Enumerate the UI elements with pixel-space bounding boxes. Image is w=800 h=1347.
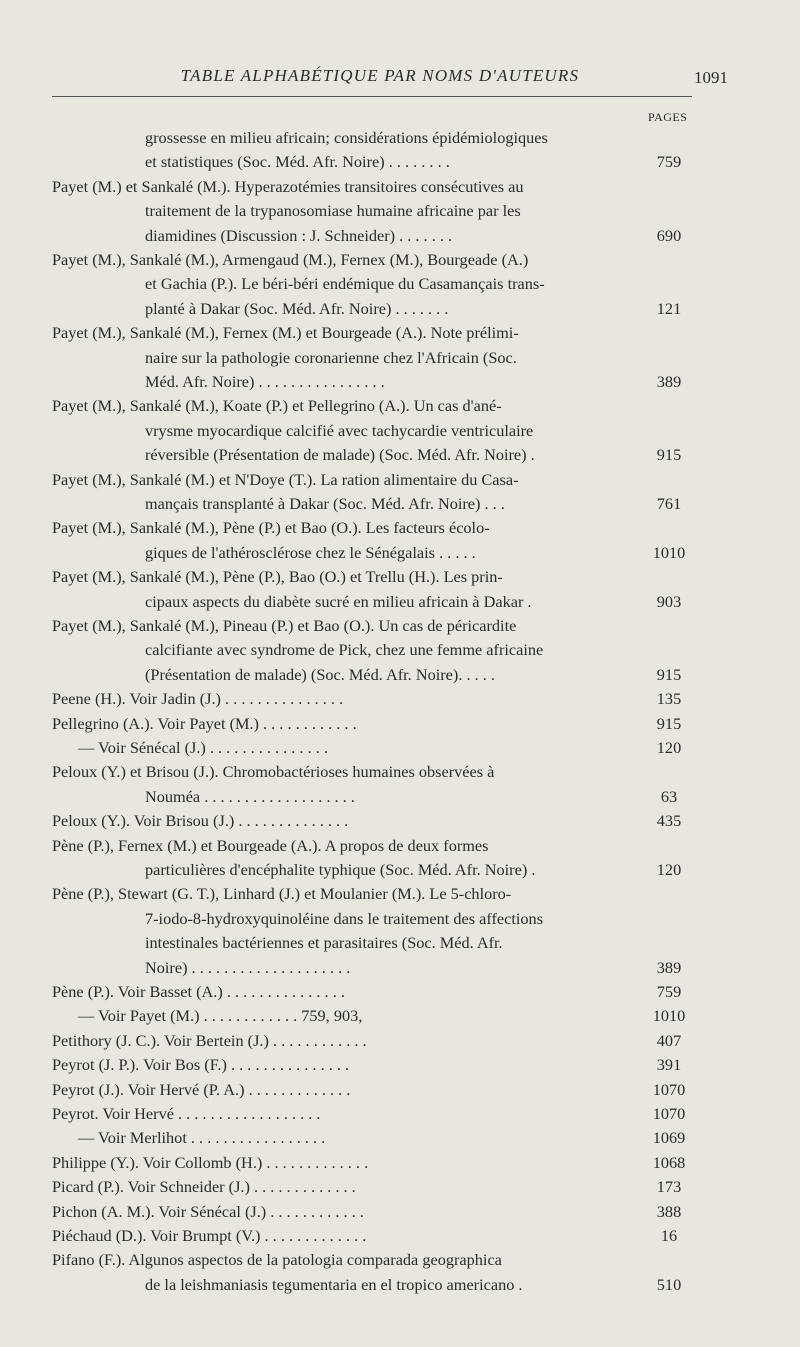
index-page-ref: 759 (656, 982, 682, 1001)
index-line-text: Payet (M.) et Sankalé (M.). Hyperazotémies transitoires consécutives au (52, 176, 524, 196)
index-page-ref: 1068 (652, 1152, 686, 1172)
index-line (0, 638, 800, 662)
index-line-text: Payet (M.), Sankalé (M.) et N'Doye (T.). La ration alimentaire du Casa- (52, 469, 519, 489)
index-line (0, 834, 800, 858)
index-page-ref: 915 (656, 445, 682, 465)
index-line-text: réversible (Présentation de malade) (Soc. Méd. Afr. Noire) . (145, 445, 535, 465)
index-line (0, 565, 800, 589)
index-line (0, 1175, 800, 1199)
index-line (0, 443, 800, 467)
index-line (0, 175, 800, 199)
index-line (0, 370, 800, 394)
index-line (0, 199, 800, 223)
index-line (0, 150, 800, 174)
index-line-text: vrysme myocardique calcifié avec tachycardie ventriculaire (145, 420, 534, 440)
index-line-text: Payet (M.), Sankalé (M.), Pineau (P.) et Bao (O.). Un cas de péricardite (52, 616, 517, 635)
index-line-text: Pène (P.), Fernex (M.) et Bourgeade (A.). A propos de deux formes (52, 835, 489, 855)
index-line (0, 272, 800, 296)
index-line (0, 419, 800, 443)
index-page-ref: 389 (656, 372, 682, 391)
index-page-ref: 63 (660, 786, 678, 806)
index-line (0, 1078, 800, 1102)
index-line-text: Payet (M.), Sankalé (M.), Pène (P.), Bao (O.) et Trellu (H.). Les prin- (52, 567, 503, 587)
index-line-text: Payet (M.), Sankalé (M.), Armengaud (M.), Fernex (M.), Bourgeade (A.) (52, 250, 529, 269)
index-line-text: Pichon (A. M.). Voir Sénécal (J.) . . . . . . . . . . . . (52, 1201, 364, 1221)
index-line-text: de la leishmaniasis tegumentaria en el tropico americano . (145, 1274, 523, 1294)
index-line-text: grossesse en milieu africain; considérations épidémiologiques (145, 128, 548, 147)
index-line (0, 1224, 800, 1248)
index-line (0, 1200, 800, 1224)
index-page-ref: 435 (656, 811, 682, 831)
index-line-text: Nouméa . . . . . . . . . . . . . . . . . . . (145, 786, 355, 806)
index-page-ref: 388 (656, 1201, 682, 1221)
index-line-text: (Présentation de malade) (Soc. Méd. Afr. Noire). . . . . (145, 664, 495, 684)
running-head (50, 66, 728, 94)
index-page-ref: 759 (656, 152, 682, 172)
index-page-ref: 391 (656, 1055, 682, 1075)
index-line (0, 468, 800, 492)
index-line (0, 736, 800, 760)
index-line (0, 492, 800, 516)
index-page-ref: 16 (660, 1226, 678, 1245)
index-page-ref: 121 (656, 298, 682, 318)
index-line-text: — Voir Sénécal (J.) . . . . . . . . . . . . . . . (78, 738, 328, 757)
index-line (0, 956, 800, 980)
index-page-ref: 915 (656, 664, 682, 684)
index-line (0, 590, 800, 614)
index-line-text: calcifiante avec syndrome de Pick, chez une femme africaine (145, 640, 544, 660)
index-line (0, 394, 800, 418)
index-line-text: Payet (M.), Sankalé (M.), Pène (P.) et Bao (O.). Les facteurs écolo- (52, 518, 490, 538)
index-line-text: — Voir Payet (M.) . . . . . . . . . . . . 759, 903, (78, 1006, 363, 1026)
index-line (0, 785, 800, 809)
index-page-ref: 903 (656, 591, 682, 611)
index-line-text: Peloux (Y.) et Brisou (J.). Chromobactérioses humaines observées à (52, 762, 495, 782)
index-line (0, 882, 800, 906)
index-line-text: diamidines (Discussion : J. Schneider) . . . . . . . (145, 225, 453, 245)
index-page-ref: 389 (656, 957, 682, 977)
index-line-text: Pène (P.). Voir Basset (A.) . . . . . . . . . . . . . . . (52, 982, 345, 1001)
index-page-ref: 1010 (652, 542, 686, 562)
index-line-text: Payet (M.), Sankalé (M.), Koate (P.) et Pellegrino (A.). Un cas d'ané- (52, 396, 502, 416)
index-page-ref: 915 (656, 713, 682, 733)
index-line (0, 614, 800, 638)
index-line (0, 760, 800, 784)
index-line-text: Pellegrino (A.). Voir Payet (M.) . . . . . . . . . . . . (52, 713, 357, 733)
index-line (0, 1102, 800, 1126)
pages-column-label: PAGES (648, 110, 688, 124)
index-line (0, 321, 800, 345)
index-page-ref: 1010 (652, 1006, 686, 1026)
index-line-text: naire sur la pathologie coronarienne chez l'Africain (Soc. (145, 347, 517, 367)
index-page-ref: 1070 (652, 1079, 686, 1099)
index-page-ref: 1069 (652, 1128, 686, 1148)
index-line (0, 297, 800, 321)
index-line (0, 712, 800, 736)
index-page-ref: 135 (656, 689, 682, 709)
index-line-text: et statistiques (Soc. Méd. Afr. Noire) . . . . . . . . (145, 152, 450, 172)
index-line (0, 541, 800, 565)
index-line-text: Peyrot. Voir Hervé . . . . . . . . . . . . . . . . . . (52, 1104, 321, 1123)
index-line-text: Méd. Afr. Noire) . . . . . . . . . . . . . . . . (145, 372, 385, 391)
index-line (0, 907, 800, 931)
index-line-text: traitement de la trypanosomiase humaine africaine par les (145, 201, 521, 221)
index-page-ref: 120 (656, 860, 682, 879)
index-line (0, 248, 800, 272)
index-line (0, 1151, 800, 1175)
index-line (0, 980, 800, 1004)
index-line-text: Picard (P.). Voir Schneider (J.) . . . . . . . . . . . . . (52, 1177, 356, 1197)
index-line-text: — Voir Merlihot . . . . . . . . . . . . . . . . . (78, 1128, 326, 1148)
index-page-ref: 120 (656, 738, 682, 757)
index-line-text: mançais transplanté à Dakar (Soc. Méd. Afr. Noire) . . . (145, 494, 505, 513)
index-line-text: Noire) . . . . . . . . . . . . . . . . . . . . (145, 957, 351, 977)
index-line-text: Peene (H.). Voir Jadin (J.) . . . . . . . . . . . . . . . (52, 689, 344, 709)
index-line (0, 1029, 800, 1053)
index-line-text: Peyrot (J.). Voir Hervé (P. A.) . . . . . . . . . . . . . (52, 1079, 351, 1099)
index-line-text: particulières d'encéphalite typhique (Soc. Méd. Afr. Noire) . (145, 860, 536, 879)
index-line-text: Philippe (Y.). Voir Collomb (H.) . . . . . . . . . . . . . (52, 1152, 369, 1172)
index-line (0, 346, 800, 370)
index-line (0, 931, 800, 955)
index-line (0, 1004, 800, 1028)
index-line-text: Pène (P.), Stewart (G. T.), Linhard (J.) et Moulanier (M.). Le 5-chloro- (52, 884, 512, 904)
index-line (0, 1126, 800, 1150)
index-line-text: intestinales bactériennes et parasitaires (Soc. Méd. Afr. (145, 933, 503, 953)
index-line-text: Payet (M.), Sankalé (M.), Fernex (M.) et Bourgeade (A.). Note prélimi- (52, 323, 519, 343)
index-line-text: 7-iodo-8-hydroxyquinoléine dans le traitement des affections (145, 908, 544, 928)
index-line (0, 663, 800, 687)
index-line-text: giques de l'athérosclérose chez le Sénégalais . . . . . (145, 542, 476, 562)
index-line-text: Pifano (F.). Algunos aspectos de la patologia comparada geographica (52, 1250, 502, 1270)
index-line-text: Peloux (Y.). Voir Brisou (J.) . . . . . . . . . . . . . . (52, 811, 349, 831)
index-page-ref: 173 (656, 1177, 682, 1197)
index-line (0, 1273, 800, 1297)
index-page-ref: 407 (656, 1030, 682, 1050)
index-line-text: planté à Dakar (Soc. Méd. Afr. Noire) . . . . . . . (145, 298, 449, 318)
index-line (0, 809, 800, 833)
index-line (0, 516, 800, 540)
running-title: TABLE ALPHABÉTIQUE PAR NOMS D'AUTEURS (180, 66, 580, 85)
index-line (0, 1248, 800, 1272)
index-page-ref: 510 (656, 1274, 682, 1294)
header-rule (52, 96, 692, 97)
index-line (0, 1053, 800, 1077)
index-line (0, 687, 800, 711)
index-line (0, 224, 800, 248)
index-page-ref: 1070 (652, 1104, 686, 1123)
index-line-text: et Gachia (P.). Le béri-béri endémique du Casamançais trans- (145, 274, 545, 294)
index-line-text: Peyrot (J. P.). Voir Bos (F.) . . . . . . . . . . . . . . . (52, 1055, 350, 1075)
index-line-text: Piéchaud (D.). Voir Brumpt (V.) . . . . . . . . . . . . . (52, 1226, 367, 1245)
page-number: 1091 (694, 68, 728, 87)
index-line-text: cipaux aspects du diabète sucré en milieu africain à Dakar . (145, 591, 532, 611)
index-line-text: Petithory (J. C.). Voir Bertein (J.) . . . . . . . . . . . . (52, 1030, 367, 1050)
index-page-ref: 690 (656, 225, 682, 245)
index-page-ref: 761 (656, 494, 682, 513)
index-line (0, 858, 800, 882)
index-line (0, 126, 800, 150)
